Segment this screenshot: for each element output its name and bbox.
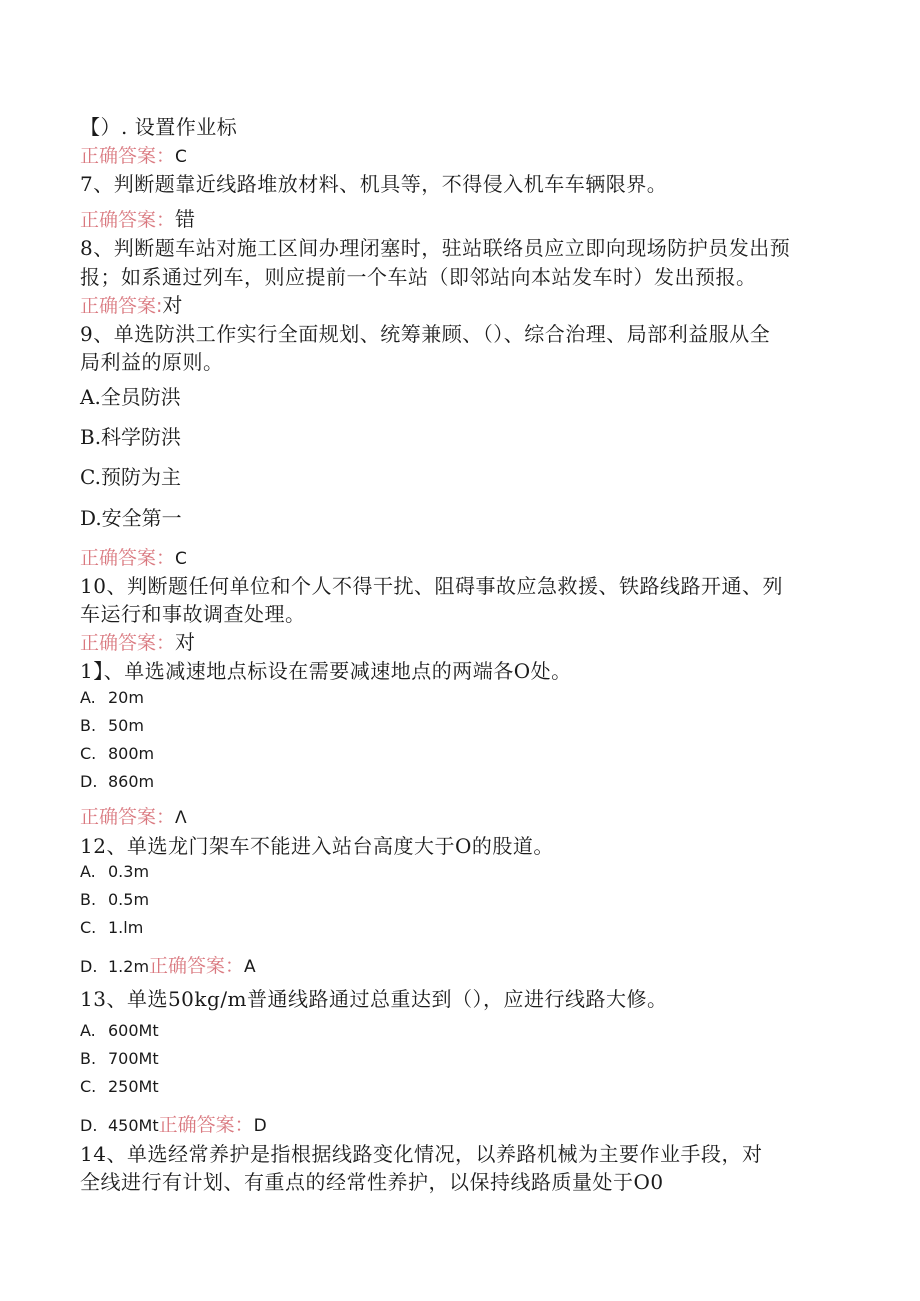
question-9-line2: 局利益的原则。: [80, 350, 224, 374]
option-a: A.全员防洪: [80, 385, 181, 409]
answer-line: [80, 289, 182, 318]
answer-value: Λ: [175, 808, 187, 828]
option-value: 50m: [108, 716, 144, 735]
question-9-line1: 9、单选防洪工作实行全面规划、统筹兼顾、（）、综合治理、局部利益服从全: [80, 322, 771, 346]
answer-value: C: [175, 147, 187, 167]
question-14-line1: 14、单选经常养护是指根据线路变化情况，以养路机械为主要作业手段，对: [80, 1142, 763, 1166]
question-11: 1】、单选减速地点标设在需要减速地点的两端各O处。: [80, 659, 572, 683]
option-value: 450Mt: [108, 1116, 159, 1135]
answer-line: [80, 543, 187, 570]
text-line: 【）. 设置作业标: [80, 115, 238, 139]
answer-label: 正确答案:: [80, 295, 163, 317]
option-value: 860m: [108, 772, 155, 791]
answer-label: 正确答案：: [80, 145, 176, 167]
option-d: D.安全第一: [80, 506, 182, 530]
answer-value: 对: [175, 630, 196, 654]
option-a: [80, 688, 144, 707]
answer-value: 对: [162, 293, 183, 317]
question-7: 7、判断题靠近线路堆放材料、机具等，不得侵入机车车辆限界。: [80, 172, 668, 196]
option-a: [80, 862, 149, 881]
answer-label: 正确答案：: [80, 806, 176, 828]
option-key: B.: [80, 716, 97, 735]
option-key: A.: [80, 688, 96, 707]
answer-line: [80, 626, 195, 655]
option-value: 1.lm: [108, 918, 144, 937]
option-key: A.: [80, 862, 96, 881]
answer-line: [80, 203, 195, 232]
option-b: [80, 716, 144, 735]
option-d: [80, 772, 154, 791]
answer-label: 正确答案：: [80, 632, 176, 654]
option-key: A.: [80, 1021, 96, 1040]
answer-label: 正确答案：: [80, 209, 176, 231]
question-8-line1: 8、判断题车站对施工区间办理闭塞时，驻站联络员应立即向现场防护员发出预: [80, 236, 791, 260]
option-value: 700Mt: [108, 1049, 159, 1068]
option-b: [80, 1049, 159, 1068]
option-key: D.: [80, 1116, 98, 1135]
answer-label: 正确答案：: [158, 1114, 254, 1136]
option-b: B.科学防洪: [80, 425, 182, 449]
answer-label: 正确答案：: [149, 955, 245, 977]
answer-line: [80, 141, 187, 168]
option-d-with-answer: [80, 1110, 267, 1137]
option-key: B.: [80, 890, 97, 909]
option-c: [80, 918, 143, 937]
question-14-line2: 全线进行有计划、有重点的经常性养护，以保持线路质量处于O0: [80, 1170, 664, 1194]
option-key: C.: [80, 1077, 97, 1096]
question-8-line2: 报；如系通过列车，则应提前一个车站（即邻站向本站发车时）发出预报。: [80, 265, 757, 289]
option-value: 600Mt: [108, 1021, 159, 1040]
question-10-line2: 车运行和事故调查处理。: [80, 602, 306, 626]
option-key: C.: [80, 918, 97, 937]
question-12: 12、单选龙门架车不能进入站台高度大于O的股道。: [80, 834, 554, 858]
option-value: 1.2m: [108, 957, 150, 976]
answer-label: 正确答案：: [80, 547, 176, 569]
option-value: 250Mt: [108, 1077, 159, 1096]
answer-value: 错: [175, 207, 196, 231]
answer-value: D: [253, 1116, 267, 1136]
question-13: 13、单选50kg∕m普通线路通过总重达到（），应进行线路大修。: [80, 987, 668, 1011]
option-b: [80, 890, 149, 909]
option-value: 0.3m: [108, 862, 150, 881]
option-key: C.: [80, 744, 97, 763]
answer-value: C: [175, 549, 187, 569]
option-c: [80, 744, 154, 763]
option-c: C.预防为主: [80, 465, 181, 489]
option-value: 20m: [108, 688, 144, 707]
option-value: 800m: [108, 744, 155, 763]
option-key: B.: [80, 1049, 97, 1068]
question-10-line1: 10、判断题任何单位和个人不得干扰、阻碍事故应急救援、铁路线路开通、列: [80, 574, 783, 598]
option-key: D.: [80, 957, 98, 976]
option-key: D.: [80, 772, 98, 791]
option-a: [80, 1021, 159, 1040]
option-d-with-answer: [80, 951, 256, 978]
option-c: [80, 1077, 159, 1096]
answer-line: [80, 802, 187, 829]
option-value: 0.5m: [108, 890, 150, 909]
answer-value: A: [244, 957, 256, 977]
